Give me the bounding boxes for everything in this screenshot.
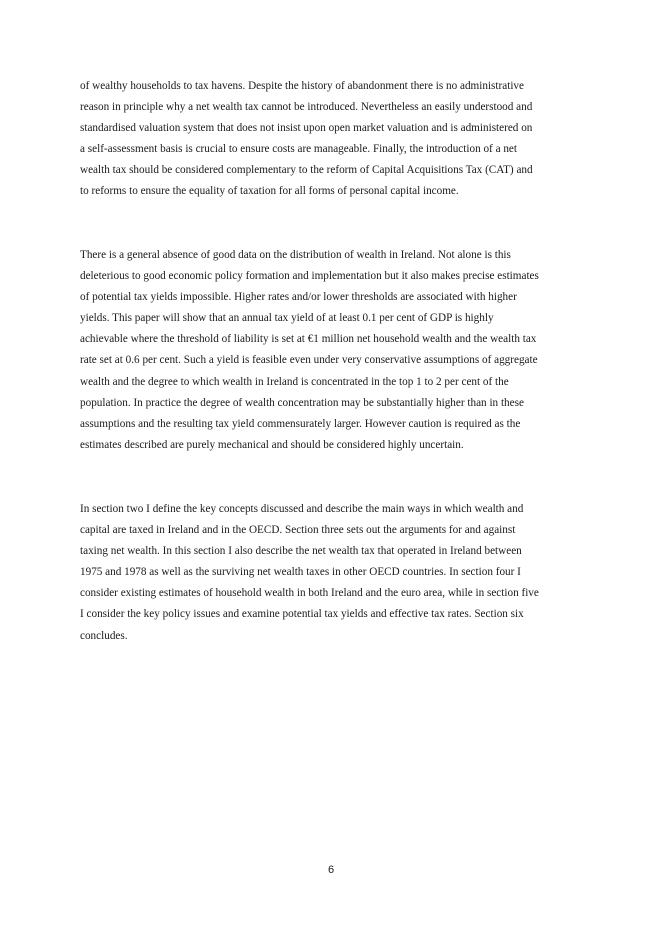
text-line: 1975 and 1978 as well as the surviving net wealth taxes in other OECD countries. In section four I bbox=[80, 566, 521, 579]
text-line: estimates described are purely mechanical and should be considered highly uncertain. bbox=[80, 438, 464, 451]
text-line: In section two I define the key concepts discussed and describe the main ways in which wealth and bbox=[80, 503, 524, 515]
paragraph-paper-outline bbox=[80, 499, 590, 647]
text-line: concludes. bbox=[80, 629, 128, 642]
text-line: a self-assessment basis is crucial to ensure costs are manageable. Finally, the introduction of a net bbox=[80, 143, 518, 156]
text-line: I consider the key policy issues and examine potential tax yields and effective tax rates. Section six bbox=[80, 608, 524, 621]
text-line: standardised valuation system that does not insist upon open market valuation and is administered on bbox=[80, 122, 533, 135]
text-line: deleterious to good economic policy formation and implementation but it also makes precise estimates bbox=[80, 270, 539, 283]
paragraph-data-and-tax-yields bbox=[80, 245, 590, 456]
text-line: of wealthy households to tax havens. Despite the history of abandonment there is no administrative bbox=[80, 80, 524, 92]
text-line: wealth and the degree to which wealth in Ireland is concentrated in the top 1 to 2 per cent of the bbox=[80, 375, 509, 388]
text-line: of potential tax yields impossible. Higher rates and/or lower thresholds are associated with higher bbox=[80, 291, 517, 304]
text-line: wealth tax should be considered complementary to the reform of Capital Acquisitions Tax (CAT) and bbox=[80, 164, 533, 177]
text-line: rate set at 0.6 per cent. Such a yield is feasible even under very conservative assumptions of aggregate bbox=[80, 354, 538, 367]
paragraph-wealth-tax-introduction bbox=[80, 76, 590, 203]
text-line: capital are taxed in Ireland and in the OECD. Section three sets out the arguments for and against bbox=[80, 524, 516, 537]
page-number: 6 bbox=[327, 864, 335, 876]
text-line: reason in principle why a net wealth tax cannot be introduced. Nevertheless an easily understood and bbox=[80, 101, 533, 114]
text-line: yields. This paper will show that an annual tax yield of at least 0.1 per cent of GDP is highly bbox=[80, 312, 494, 325]
text-line: assumptions and the resulting tax yield commensurately larger. However caution is required as the bbox=[80, 417, 521, 430]
text-line: consider existing estimates of household wealth in both Ireland and the euro area, while in section five bbox=[80, 587, 539, 600]
text-line: to reforms to ensure the equality of taxation for all forms of personal capital income. bbox=[80, 185, 459, 198]
text-line: population. In practice the degree of wealth concentration may be substantially higher than in these bbox=[80, 396, 524, 409]
text-line: achievable where the threshold of liability is set at €1 million net household wealth and the wealth tax bbox=[80, 333, 537, 346]
text-line: taxing net wealth. In this section I also describe the net wealth tax that operated in Ireland between bbox=[80, 545, 522, 558]
text-line: There is a general absence of good data on the distribution of wealth in Ireland. Not alone is this bbox=[80, 249, 511, 261]
